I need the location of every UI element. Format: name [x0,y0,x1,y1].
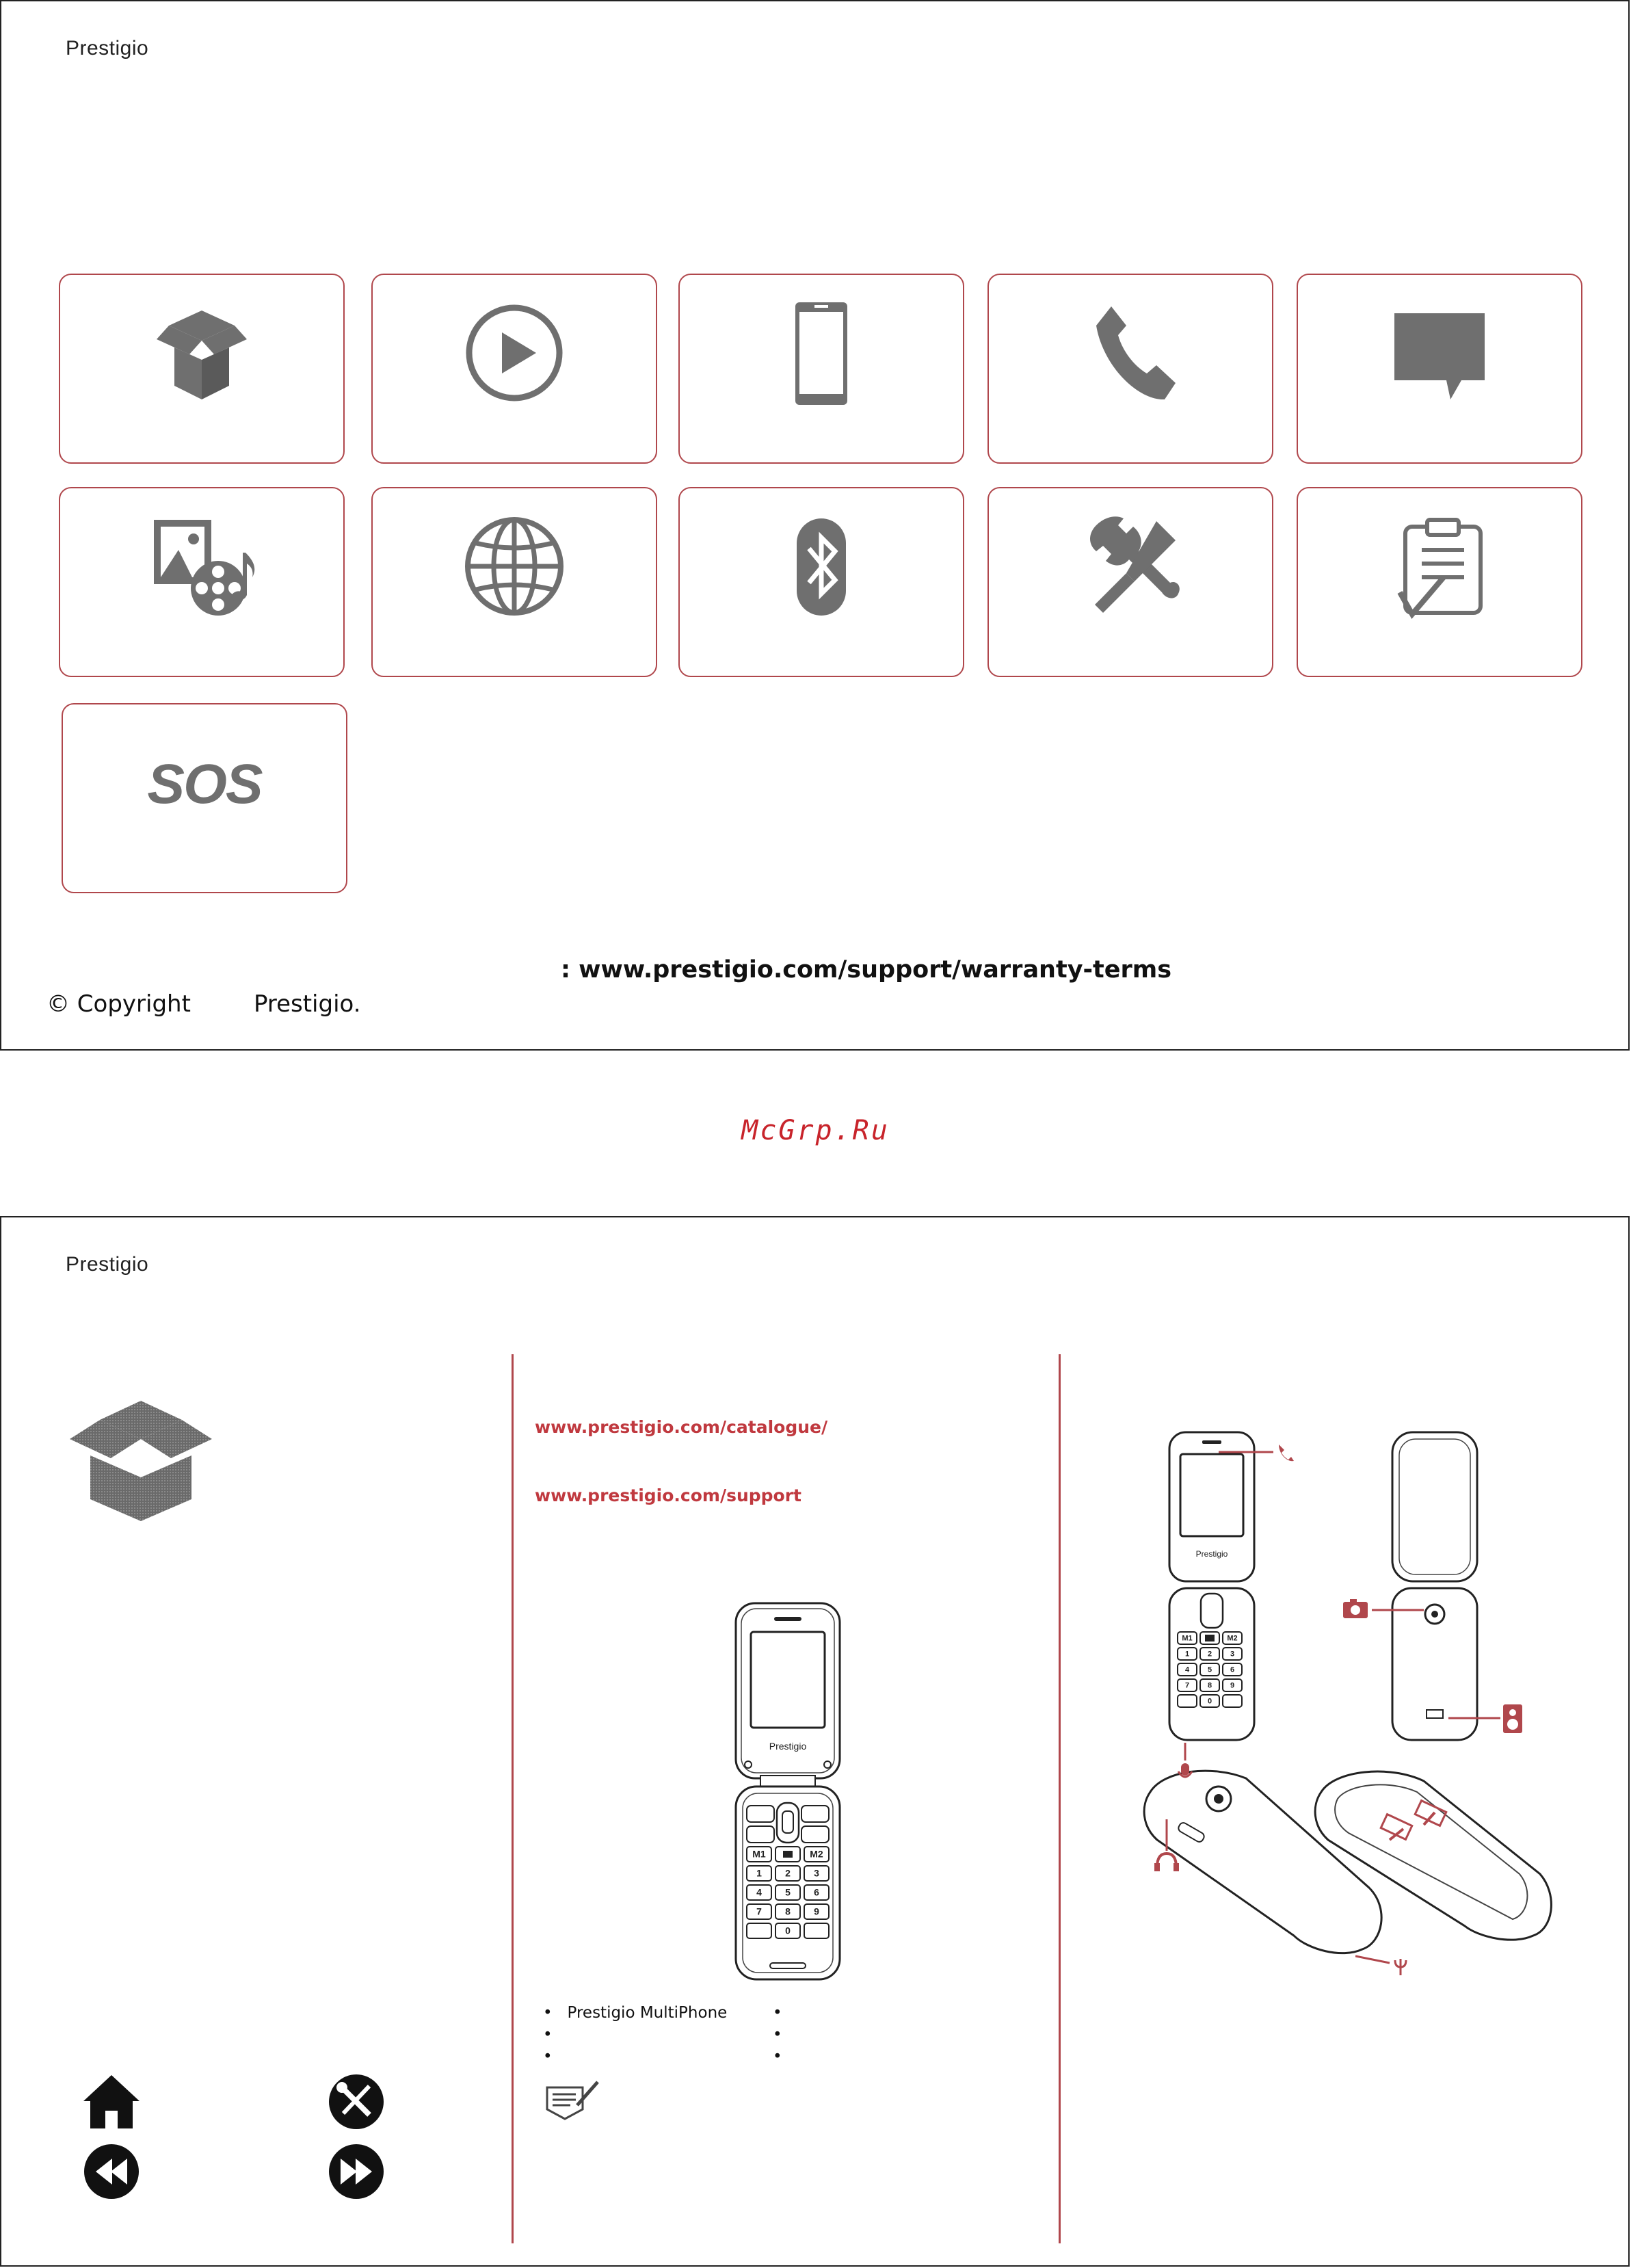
home-icon[interactable] [81,2071,142,2133]
package-list-right [773,2004,797,2070]
keypad-key-label: 5 [1207,1665,1212,1674]
message-icon [1385,298,1494,408]
keypad-key-label: 4 [756,1886,762,1898]
copyright-prefix: © Copyright [47,990,191,1018]
tile-call[interactable] [987,274,1273,464]
keypad-key-label: 2 [785,1867,791,1879]
tile-bluetooth[interactable] [678,487,964,677]
keypad-key-label: 9 [1230,1681,1235,1690]
keypad-key-label: 6 [1230,1665,1235,1674]
warranty-link[interactable]: : www.prestigio.com/support/warranty-terms [561,956,1172,984]
tile-phone-device[interactable] [678,274,964,464]
keypad-key-label: 3 [814,1867,819,1879]
call-icon [1076,298,1185,408]
brand-logo: Prestigio [66,37,149,60]
copyright-brand: Prestigio. [253,990,361,1018]
globe-icon [460,512,569,621]
fast-forward-icon[interactable] [326,2141,387,2202]
column-divider-2 [1059,1354,1061,2243]
column-divider-1 [512,1354,514,2243]
tile-globe[interactable] [371,487,657,677]
keypad-key [1223,1695,1242,1707]
tools-icon [1076,512,1185,621]
earpiece-icon [1219,1442,1294,1462]
tile-play[interactable] [371,274,657,464]
keypad-key-label: 1 [1184,1650,1190,1659]
headphone-icon [1153,1819,1180,1874]
bluetooth-icon [767,512,876,621]
page-1 [0,0,1630,1051]
package-box-icon [66,1387,216,1524]
rewind-icon[interactable] [81,2141,142,2202]
usb-icon [1355,1949,1410,1977]
list-item: • [773,2026,797,2044]
tile-box[interactable] [59,274,345,464]
phone-illustration [726,1600,849,1983]
page-2 [0,1216,1630,2267]
list-item: • [543,2026,568,2044]
keypad-key-label: 5 [785,1886,791,1898]
multimedia-icon [147,512,256,621]
keypad-key [804,1923,829,1938]
tile-checklist[interactable] [1297,487,1582,677]
checklist-icon [1385,512,1494,621]
catalogue-link[interactable]: www.prestigio.com/catalogue/ [535,1417,828,1437]
package-list-left [543,2004,727,2070]
sos-icon: SOS [147,753,262,815]
box-icon [147,298,256,408]
keypad-key-label: 8 [1207,1681,1212,1690]
keypad-key-label: 7 [1184,1681,1190,1690]
keypad-key [1178,1695,1197,1707]
tile-multimedia[interactable] [59,487,345,677]
keypad-key-label: 3 [1230,1650,1235,1659]
list-item: • [773,2048,797,2066]
keypad-key-label: 6 [814,1886,819,1898]
phone-brand-label: Prestigio [769,1741,807,1752]
list-item: • [773,2004,797,2022]
keypad-key-label: 4 [1184,1665,1190,1674]
keypad-key-label: 0 [785,1925,791,1936]
list-item: • [543,2048,568,2066]
keypad-key-label: M2 [1227,1634,1238,1643]
keypad-key [747,1923,771,1938]
phone-back-illustration [1387,1429,1483,1744]
keypad-key-label: 0 [1207,1697,1212,1706]
keypad-key-label: 2 [1207,1650,1212,1659]
camera-icon [1342,1598,1424,1621]
note-icon [544,2078,602,2122]
speaker-icon [1448,1702,1524,1736]
phone-front-brand: Prestigio [1195,1549,1228,1559]
brand-logo-2: Prestigio [66,1253,149,1276]
keypad-key-label: 8 [785,1906,791,1917]
watermark: McGrp.Ru [741,1115,890,1146]
keypad-key-label: M1 [1182,1634,1193,1643]
keypad-key-label: 1 [756,1867,762,1879]
tile-sos[interactable] [62,703,347,893]
copyright [47,990,361,1018]
microphone-icon [1175,1743,1195,1784]
phone-battery-illustration [1308,1765,1561,1970]
keypad-key-label: 9 [814,1906,819,1917]
support-link[interactable]: www.prestigio.com/support [535,1486,802,1505]
tile-tools[interactable] [987,487,1273,677]
phone-device-icon [767,298,876,408]
play-icon [460,298,569,408]
list-item: • Prestigio MultiPhone [543,2004,728,2022]
phone-front-illustration [1164,1429,1260,1744]
keypad-key-label: M2 [810,1848,823,1860]
keypad-key-label: 7 [756,1906,762,1917]
keypad-camera-icon [783,1851,793,1858]
tools-round-icon[interactable] [326,2071,387,2133]
keypad-key-label: M1 [752,1848,766,1860]
keypad-camera-icon [1205,1635,1215,1641]
tile-message[interactable] [1297,274,1582,464]
